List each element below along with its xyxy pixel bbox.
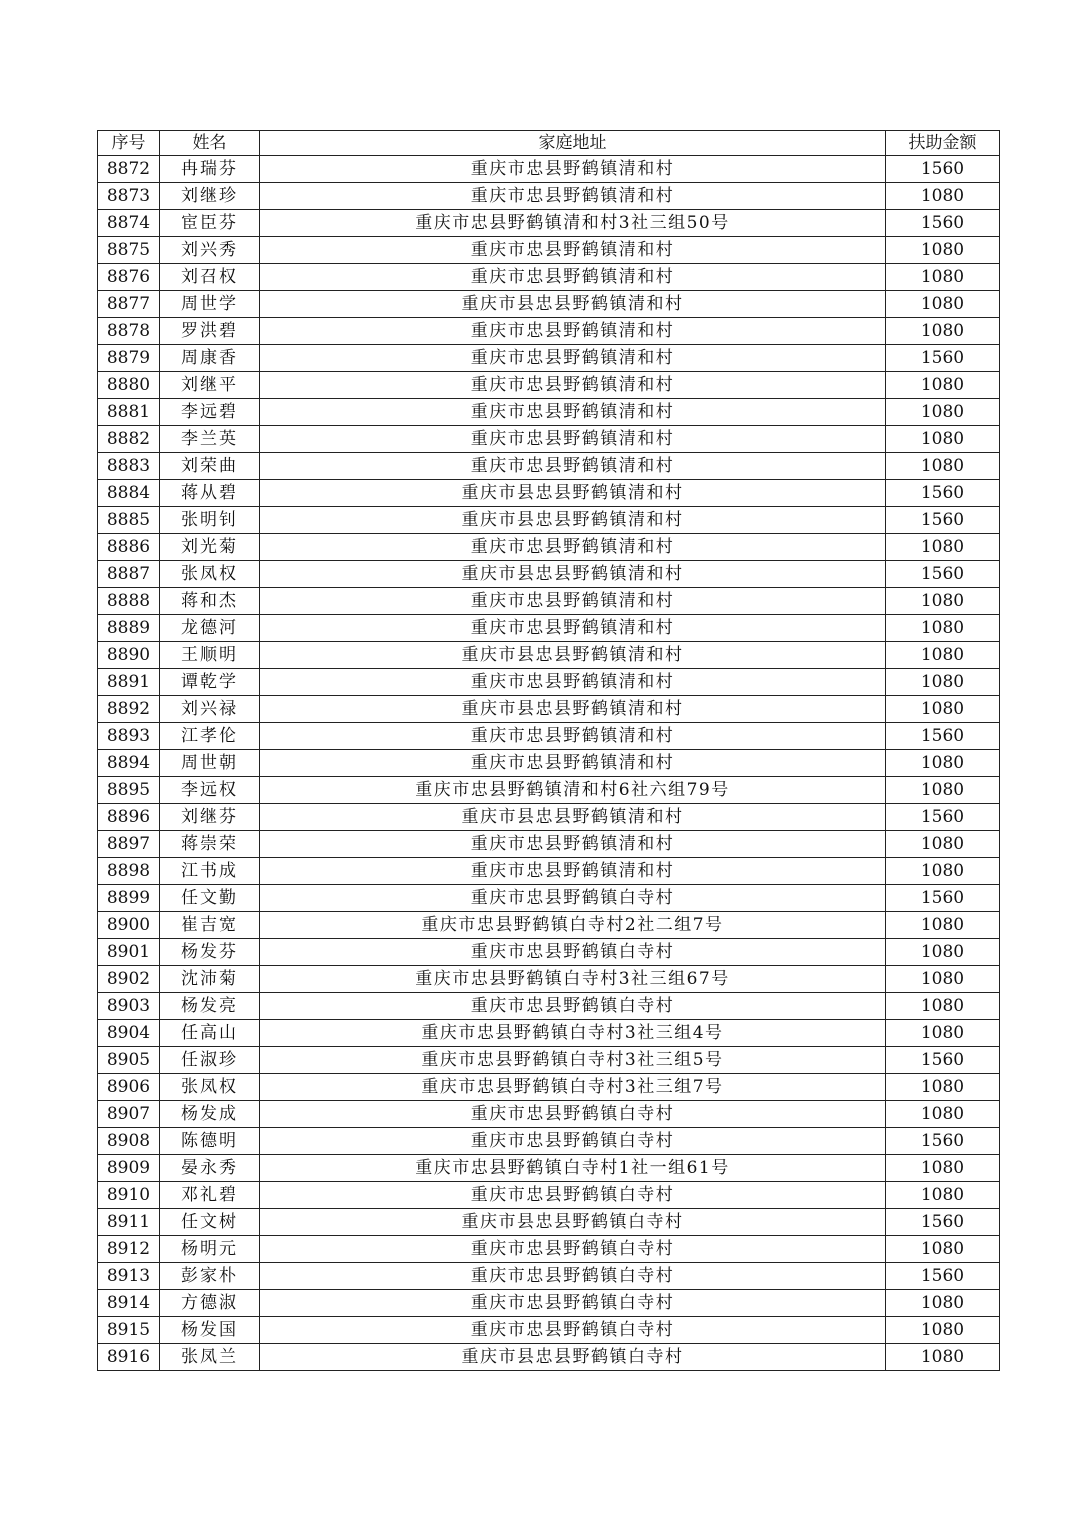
table-row xyxy=(98,669,1000,696)
cell-amount: 1080 xyxy=(886,534,1000,561)
table-row xyxy=(98,1047,1000,1074)
cell-no: 8895 xyxy=(98,777,160,804)
cell-amount: 1080 xyxy=(886,1236,1000,1263)
cell-address: 重庆市忠县野鹤镇白寺村 xyxy=(260,1290,886,1317)
table-row xyxy=(98,966,1000,993)
cell-amount: 1080 xyxy=(886,642,1000,669)
cell-address: 重庆市县忠县野鹤镇清和村 xyxy=(260,291,886,318)
cell-name: 刘兴禄 xyxy=(160,696,260,723)
cell-amount: 1560 xyxy=(886,723,1000,750)
cell-no: 8914 xyxy=(98,1290,160,1317)
table-row xyxy=(98,372,1000,399)
cell-address: 重庆市忠县野鹤镇清和村 xyxy=(260,237,886,264)
table-row xyxy=(98,750,1000,777)
cell-name: 刘继珍 xyxy=(160,183,260,210)
cell-address: 重庆市忠县野鹤镇清和村 xyxy=(260,534,886,561)
table-row xyxy=(98,237,1000,264)
table-header-row xyxy=(98,131,1000,156)
cell-name: 刘光菊 xyxy=(160,534,260,561)
cell-amount: 1080 xyxy=(886,372,1000,399)
cell-no: 8902 xyxy=(98,966,160,993)
cell-name: 王顺明 xyxy=(160,642,260,669)
cell-no: 8872 xyxy=(98,156,160,183)
cell-no: 8899 xyxy=(98,885,160,912)
cell-name: 沈沛菊 xyxy=(160,966,260,993)
cell-address: 重庆市忠县野鹤镇白寺村 xyxy=(260,1101,886,1128)
table-row xyxy=(98,453,1000,480)
cell-no: 8886 xyxy=(98,534,160,561)
cell-amount: 1080 xyxy=(886,966,1000,993)
cell-amount: 1080 xyxy=(886,1344,1000,1371)
cell-no: 8882 xyxy=(98,426,160,453)
cell-address: 重庆市忠县野鹤镇清和村 xyxy=(260,183,886,210)
table-row xyxy=(98,480,1000,507)
cell-name: 晏永秀 xyxy=(160,1155,260,1182)
table-row xyxy=(98,1182,1000,1209)
cell-no: 8905 xyxy=(98,1047,160,1074)
table-row xyxy=(98,912,1000,939)
cell-amount: 1080 xyxy=(886,237,1000,264)
cell-address: 重庆市忠县野鹤镇清和村 xyxy=(260,750,886,777)
cell-address: 重庆市忠县野鹤镇清和村 xyxy=(260,264,886,291)
cell-name: 罗洪碧 xyxy=(160,318,260,345)
cell-name: 杨明元 xyxy=(160,1236,260,1263)
cell-no: 8908 xyxy=(98,1128,160,1155)
cell-no: 8892 xyxy=(98,696,160,723)
table-row xyxy=(98,696,1000,723)
cell-name: 刘继芬 xyxy=(160,804,260,831)
cell-address: 重庆市忠县野鹤镇清和村 xyxy=(260,858,886,885)
cell-no: 8894 xyxy=(98,750,160,777)
cell-amount: 1560 xyxy=(886,480,1000,507)
cell-no: 8875 xyxy=(98,237,160,264)
cell-name: 杨发国 xyxy=(160,1317,260,1344)
table-row xyxy=(98,831,1000,858)
cell-amount: 1560 xyxy=(886,1128,1000,1155)
cell-address: 重庆市县忠县野鹤镇白寺村 xyxy=(260,1344,886,1371)
cell-no: 8901 xyxy=(98,939,160,966)
cell-amount: 1080 xyxy=(886,291,1000,318)
cell-no: 8910 xyxy=(98,1182,160,1209)
cell-amount: 1080 xyxy=(886,615,1000,642)
table-row xyxy=(98,1290,1000,1317)
table-row xyxy=(98,777,1000,804)
cell-address: 重庆市忠县野鹤镇清和村 xyxy=(260,588,886,615)
cell-amount: 1560 xyxy=(886,210,1000,237)
cell-no: 8903 xyxy=(98,993,160,1020)
cell-address: 重庆市忠县野鹤镇清和村 xyxy=(260,318,886,345)
cell-amount: 1560 xyxy=(886,1047,1000,1074)
cell-address: 重庆市忠县野鹤镇清和村 xyxy=(260,831,886,858)
cell-amount: 1560 xyxy=(886,507,1000,534)
cell-amount: 1080 xyxy=(886,993,1000,1020)
cell-address: 重庆市忠县野鹤镇白寺村 xyxy=(260,1263,886,1290)
cell-no: 8907 xyxy=(98,1101,160,1128)
cell-name: 李兰英 xyxy=(160,426,260,453)
cell-address: 重庆市县忠县野鹤镇清和村 xyxy=(260,507,886,534)
cell-amount: 1080 xyxy=(886,183,1000,210)
cell-amount: 1080 xyxy=(886,1290,1000,1317)
cell-name: 任文勤 xyxy=(160,885,260,912)
table-row xyxy=(98,1317,1000,1344)
cell-amount: 1080 xyxy=(886,453,1000,480)
cell-name: 蒋和杰 xyxy=(160,588,260,615)
cell-address: 重庆市忠县野鹤镇清和村 xyxy=(260,372,886,399)
table-row xyxy=(98,1155,1000,1182)
cell-name: 刘荣曲 xyxy=(160,453,260,480)
cell-name: 冉瑞芬 xyxy=(160,156,260,183)
cell-address: 重庆市忠县野鹤镇白寺村 xyxy=(260,939,886,966)
cell-address: 重庆市县忠县野鹤镇白寺村 xyxy=(260,1209,886,1236)
cell-amount: 1080 xyxy=(886,1101,1000,1128)
table-row xyxy=(98,1101,1000,1128)
cell-no: 8876 xyxy=(98,264,160,291)
cell-amount: 1080 xyxy=(886,831,1000,858)
cell-address: 重庆市忠县野鹤镇清和村 xyxy=(260,156,886,183)
cell-name: 龙德河 xyxy=(160,615,260,642)
cell-name: 杨发成 xyxy=(160,1101,260,1128)
cell-name: 周康香 xyxy=(160,345,260,372)
cell-amount: 1080 xyxy=(886,1317,1000,1344)
table-row xyxy=(98,291,1000,318)
cell-amount: 1080 xyxy=(886,912,1000,939)
cell-no: 8884 xyxy=(98,480,160,507)
cell-no: 8878 xyxy=(98,318,160,345)
cell-no: 8915 xyxy=(98,1317,160,1344)
cell-address: 重庆市县忠县野鹤镇清和村 xyxy=(260,696,886,723)
cell-no: 8909 xyxy=(98,1155,160,1182)
cell-name: 方德淑 xyxy=(160,1290,260,1317)
cell-address: 重庆市忠县野鹤镇白寺村2社二组7号 xyxy=(260,912,886,939)
cell-amount: 1560 xyxy=(886,561,1000,588)
table-row xyxy=(98,993,1000,1020)
cell-address: 重庆市县忠县野鹤镇清和村 xyxy=(260,561,886,588)
cell-name: 周世学 xyxy=(160,291,260,318)
table-row xyxy=(98,1209,1000,1236)
table-row xyxy=(98,939,1000,966)
table-row xyxy=(98,804,1000,831)
cell-name: 刘兴秀 xyxy=(160,237,260,264)
cell-name: 刘召权 xyxy=(160,264,260,291)
header-no: 序号 xyxy=(98,131,160,156)
table-row xyxy=(98,588,1000,615)
cell-address: 重庆市忠县野鹤镇清和村 xyxy=(260,723,886,750)
cell-name: 张明钊 xyxy=(160,507,260,534)
table-row xyxy=(98,615,1000,642)
cell-name: 刘继平 xyxy=(160,372,260,399)
cell-no: 8912 xyxy=(98,1236,160,1263)
cell-name: 宦臣芬 xyxy=(160,210,260,237)
cell-address: 重庆市忠县野鹤镇白寺村 xyxy=(260,885,886,912)
table-row xyxy=(98,885,1000,912)
cell-address: 重庆市忠县野鹤镇清和村6社六组79号 xyxy=(260,777,886,804)
cell-address: 重庆市忠县野鹤镇白寺村3社三组67号 xyxy=(260,966,886,993)
cell-address: 重庆市忠县野鹤镇白寺村3社三组4号 xyxy=(260,1020,886,1047)
cell-amount: 1080 xyxy=(886,588,1000,615)
cell-address: 重庆市县忠县野鹤镇清和村 xyxy=(260,480,886,507)
cell-no: 8883 xyxy=(98,453,160,480)
table-body xyxy=(98,156,1000,1371)
assistance-roster-table xyxy=(97,130,1000,1371)
cell-amount: 1560 xyxy=(886,1263,1000,1290)
cell-name: 杨发亮 xyxy=(160,993,260,1020)
cell-address: 重庆市忠县野鹤镇白寺村 xyxy=(260,993,886,1020)
cell-no: 8877 xyxy=(98,291,160,318)
cell-name: 杨发芬 xyxy=(160,939,260,966)
table-row xyxy=(98,1128,1000,1155)
cell-amount: 1080 xyxy=(886,264,1000,291)
cell-name: 任高山 xyxy=(160,1020,260,1047)
header-amount: 扶助金额 xyxy=(886,131,1000,156)
cell-name: 谭乾学 xyxy=(160,669,260,696)
cell-no: 8888 xyxy=(98,588,160,615)
table-row xyxy=(98,318,1000,345)
cell-amount: 1560 xyxy=(886,804,1000,831)
table-row xyxy=(98,1344,1000,1371)
cell-amount: 1080 xyxy=(886,696,1000,723)
cell-no: 8911 xyxy=(98,1209,160,1236)
table-row xyxy=(98,642,1000,669)
cell-name: 李远碧 xyxy=(160,399,260,426)
cell-amount: 1080 xyxy=(886,1074,1000,1101)
cell-amount: 1080 xyxy=(886,318,1000,345)
table-row xyxy=(98,858,1000,885)
cell-amount: 1080 xyxy=(886,426,1000,453)
cell-amount: 1080 xyxy=(886,1155,1000,1182)
cell-amount: 1560 xyxy=(886,156,1000,183)
cell-address: 重庆市忠县野鹤镇清和村 xyxy=(260,615,886,642)
cell-name: 李远权 xyxy=(160,777,260,804)
cell-amount: 1080 xyxy=(886,1182,1000,1209)
cell-no: 8893 xyxy=(98,723,160,750)
cell-name: 张凤权 xyxy=(160,1074,260,1101)
cell-address: 重庆市忠县野鹤镇清和村3社三组50号 xyxy=(260,210,886,237)
cell-no: 8900 xyxy=(98,912,160,939)
cell-no: 8897 xyxy=(98,831,160,858)
cell-address: 重庆市忠县野鹤镇白寺村3社三组5号 xyxy=(260,1047,886,1074)
table-row xyxy=(98,534,1000,561)
cell-no: 8916 xyxy=(98,1344,160,1371)
cell-amount: 1560 xyxy=(886,345,1000,372)
table-row xyxy=(98,345,1000,372)
table-row xyxy=(98,1236,1000,1263)
cell-address: 重庆市忠县野鹤镇白寺村3社三组7号 xyxy=(260,1074,886,1101)
table-row xyxy=(98,183,1000,210)
cell-no: 8880 xyxy=(98,372,160,399)
cell-no: 8904 xyxy=(98,1020,160,1047)
cell-address: 重庆市忠县野鹤镇清和村 xyxy=(260,426,886,453)
table-row xyxy=(98,1020,1000,1047)
cell-address: 重庆市忠县野鹤镇清和村 xyxy=(260,453,886,480)
cell-amount: 1080 xyxy=(886,399,1000,426)
table-row xyxy=(98,399,1000,426)
cell-name: 蒋崇荣 xyxy=(160,831,260,858)
table-row xyxy=(98,723,1000,750)
cell-no: 8889 xyxy=(98,615,160,642)
cell-no: 8873 xyxy=(98,183,160,210)
cell-address: 重庆市县忠县野鹤镇清和村 xyxy=(260,642,886,669)
cell-name: 江书成 xyxy=(160,858,260,885)
cell-address: 重庆市忠县野鹤镇白寺村 xyxy=(260,1317,886,1344)
cell-name: 任淑珍 xyxy=(160,1047,260,1074)
table-row xyxy=(98,507,1000,534)
cell-no: 8890 xyxy=(98,642,160,669)
cell-amount: 1560 xyxy=(886,885,1000,912)
cell-name: 张凤兰 xyxy=(160,1344,260,1371)
cell-no: 8879 xyxy=(98,345,160,372)
table-row xyxy=(98,1263,1000,1290)
cell-no: 8898 xyxy=(98,858,160,885)
cell-name: 陈德明 xyxy=(160,1128,260,1155)
cell-name: 任文树 xyxy=(160,1209,260,1236)
cell-amount: 1080 xyxy=(886,777,1000,804)
table-row xyxy=(98,426,1000,453)
cell-no: 8896 xyxy=(98,804,160,831)
table-row xyxy=(98,561,1000,588)
cell-no: 8913 xyxy=(98,1263,160,1290)
table-row xyxy=(98,264,1000,291)
cell-amount: 1080 xyxy=(886,1020,1000,1047)
cell-address: 重庆市忠县野鹤镇清和村 xyxy=(260,669,886,696)
cell-no: 8874 xyxy=(98,210,160,237)
cell-name: 崔吉宽 xyxy=(160,912,260,939)
header-name: 姓名 xyxy=(160,131,260,156)
table-row xyxy=(98,156,1000,183)
table-row xyxy=(98,210,1000,237)
cell-address: 重庆市忠县野鹤镇白寺村 xyxy=(260,1182,886,1209)
cell-name: 邓礼碧 xyxy=(160,1182,260,1209)
cell-no: 8887 xyxy=(98,561,160,588)
cell-no: 8891 xyxy=(98,669,160,696)
cell-amount: 1080 xyxy=(886,858,1000,885)
cell-no: 8881 xyxy=(98,399,160,426)
cell-amount: 1080 xyxy=(886,750,1000,777)
cell-no: 8885 xyxy=(98,507,160,534)
table-row xyxy=(98,1074,1000,1101)
cell-amount: 1560 xyxy=(886,1209,1000,1236)
cell-name: 张凤权 xyxy=(160,561,260,588)
cell-address: 重庆市县忠县野鹤镇清和村 xyxy=(260,804,886,831)
cell-address: 重庆市忠县野鹤镇白寺村 xyxy=(260,1236,886,1263)
cell-name: 周世朝 xyxy=(160,750,260,777)
cell-address: 重庆市忠县野鹤镇清和村 xyxy=(260,345,886,372)
cell-amount: 1080 xyxy=(886,939,1000,966)
header-address: 家庭地址 xyxy=(260,131,886,156)
cell-name: 蒋从碧 xyxy=(160,480,260,507)
cell-name: 彭家朴 xyxy=(160,1263,260,1290)
cell-amount: 1080 xyxy=(886,669,1000,696)
cell-address: 重庆市忠县野鹤镇清和村 xyxy=(260,399,886,426)
cell-no: 8906 xyxy=(98,1074,160,1101)
cell-address: 重庆市忠县野鹤镇白寺村 xyxy=(260,1128,886,1155)
cell-address: 重庆市忠县野鹤镇白寺村1社一组61号 xyxy=(260,1155,886,1182)
cell-name: 江孝伦 xyxy=(160,723,260,750)
